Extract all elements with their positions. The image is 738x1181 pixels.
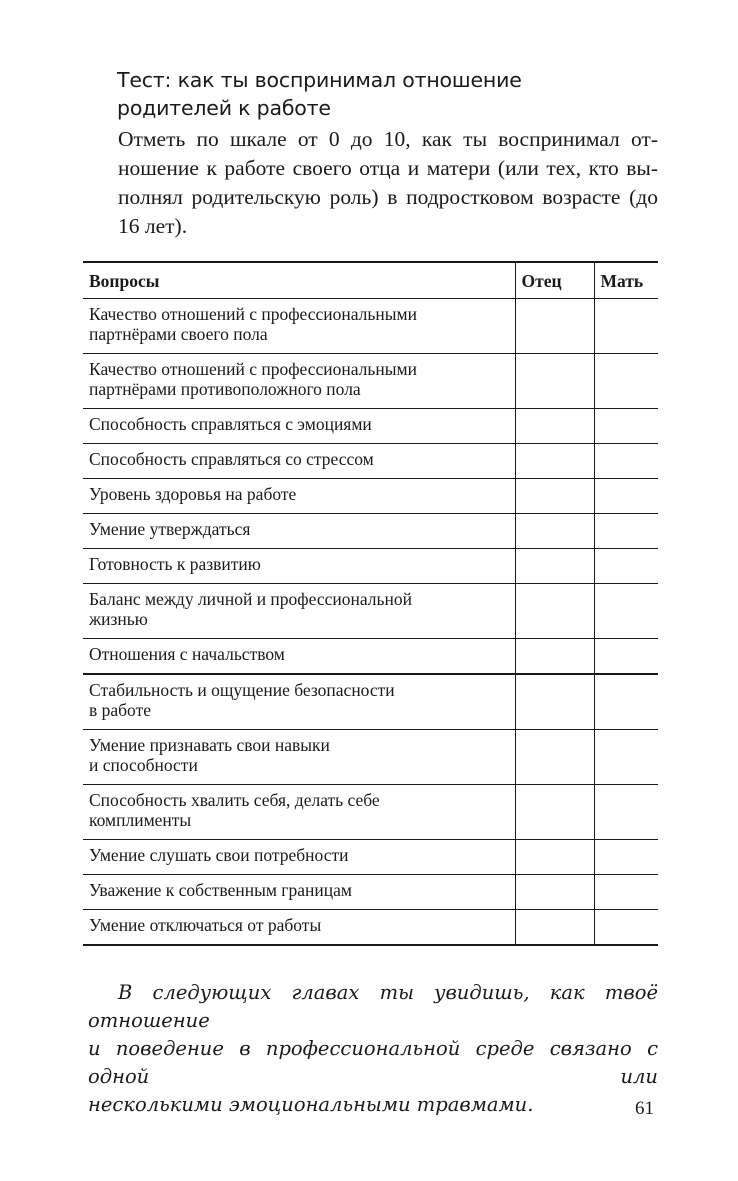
table-row (83, 730, 658, 785)
intro-line: полнял родительскую роль) в подростковом возрасте (до (118, 185, 658, 209)
table-row (83, 875, 658, 910)
question-cell (83, 299, 515, 354)
section-title-line: Тест: как ты воспринимал отношение (117, 68, 522, 92)
question-cell (83, 674, 515, 730)
table-row (83, 514, 658, 549)
mother-score-cell[interactable] (594, 840, 658, 875)
father-score-cell[interactable] (515, 584, 594, 639)
mother-score-cell[interactable] (594, 409, 658, 444)
table-row (83, 444, 658, 479)
father-score-cell[interactable] (515, 875, 594, 910)
question-text-line: Уровень здоровья на работе (89, 484, 297, 504)
father-score-cell[interactable] (515, 785, 594, 840)
father-score-cell[interactable] (515, 514, 594, 549)
mother-score-cell[interactable] (594, 479, 658, 514)
question-cell (83, 584, 515, 639)
table-row (83, 639, 658, 675)
header-questions: Вопросы (83, 262, 515, 299)
question-text-line: Способность справляться со стрессом (89, 449, 374, 469)
table-row (83, 479, 658, 514)
table-header-row (83, 262, 658, 299)
question-cell (83, 409, 515, 444)
father-score-cell[interactable] (515, 674, 594, 730)
table-row (83, 584, 658, 639)
table-row (83, 840, 658, 875)
header-father: Отец (515, 262, 594, 299)
questionnaire-table (83, 261, 658, 946)
question-cell (83, 785, 515, 840)
closing-line: В следующих главах ты увидишь, как твоё отношение (88, 981, 658, 1032)
mother-score-cell[interactable] (594, 299, 658, 354)
father-score-cell[interactable] (515, 409, 594, 444)
question-text-line: Стабильность и ощущение безопасности (89, 680, 395, 700)
question-text-line: Уважение к собственным границам (89, 880, 352, 900)
table-row (83, 785, 658, 840)
question-cell (83, 549, 515, 584)
intro-line: 16 лет). (118, 214, 188, 238)
closing-paragraph (88, 979, 658, 1119)
table-row (83, 674, 658, 730)
mother-score-cell[interactable] (594, 785, 658, 840)
question-text-line: Баланс между личной и профессиональной (89, 589, 412, 609)
closing-line: и поведение в профессиональной среде связано с одной или (88, 1037, 658, 1088)
father-score-cell[interactable] (515, 840, 594, 875)
question-text-line: Качество отношений с профессиональными (89, 304, 417, 324)
question-cell (83, 639, 515, 675)
header-mother: Мать (594, 262, 658, 299)
mother-score-cell[interactable] (594, 354, 658, 409)
intro-line: ношение к работе своего отца и матери (или тех, кто вы- (118, 156, 658, 180)
question-cell (83, 354, 515, 409)
closing-line: несколькими эмоциональными травмами. (88, 1093, 534, 1116)
father-score-cell[interactable] (515, 444, 594, 479)
mother-score-cell[interactable] (594, 910, 658, 946)
father-score-cell[interactable] (515, 910, 594, 946)
father-score-cell[interactable] (515, 354, 594, 409)
question-text-line: Способность справляться с эмоциями (89, 414, 372, 434)
table-row (83, 354, 658, 409)
mother-score-cell[interactable] (594, 584, 658, 639)
question-cell (83, 875, 515, 910)
mother-score-cell[interactable] (594, 444, 658, 479)
question-text-line: партнёрами противоположного пола (89, 379, 361, 399)
question-text-line: и способности (89, 755, 198, 775)
section-title-line: родителей к работе (117, 96, 331, 120)
question-text-line: Качество отношений с профессиональными (89, 359, 417, 379)
table-row (83, 299, 658, 354)
question-text-line: Способность хвалить себя, делать себе (89, 790, 380, 810)
question-text-line: Готовность к развитию (89, 554, 261, 574)
mother-score-cell[interactable] (594, 730, 658, 785)
father-score-cell[interactable] (515, 299, 594, 354)
father-score-cell[interactable] (515, 479, 594, 514)
section-title (117, 66, 677, 122)
intro-line: Отметь по шкале от 0 до 10, как ты воспринимал от- (118, 127, 658, 151)
intro-paragraph (88, 125, 658, 241)
question-text-line: Умение слушать свои потребности (89, 845, 349, 865)
mother-score-cell[interactable] (594, 549, 658, 584)
question-text-line: Отношения с начальством (89, 644, 285, 664)
father-score-cell[interactable] (515, 549, 594, 584)
mother-score-cell[interactable] (594, 639, 658, 675)
question-text-line: Умение признавать свои навыки (89, 735, 330, 755)
question-text-line: жизнью (89, 609, 148, 629)
question-cell (83, 840, 515, 875)
question-cell (83, 444, 515, 479)
father-score-cell[interactable] (515, 639, 594, 675)
question-text-line: в работе (89, 700, 151, 720)
mother-score-cell[interactable] (594, 674, 658, 730)
mother-score-cell[interactable] (594, 875, 658, 910)
question-cell (83, 730, 515, 785)
table-row (83, 409, 658, 444)
mother-score-cell[interactable] (594, 514, 658, 549)
father-score-cell[interactable] (515, 730, 594, 785)
question-text-line: Умение отключаться от работы (89, 915, 322, 935)
question-text-line: Умение утверждаться (89, 519, 251, 539)
question-cell (83, 910, 515, 946)
question-text-line: комплименты (89, 810, 192, 830)
page-number: 61 (635, 1098, 654, 1119)
question-text-line: партнёрами своего пола (89, 324, 268, 344)
question-cell (83, 479, 515, 514)
table-row (83, 910, 658, 946)
table-row (83, 549, 658, 584)
question-cell (83, 514, 515, 549)
